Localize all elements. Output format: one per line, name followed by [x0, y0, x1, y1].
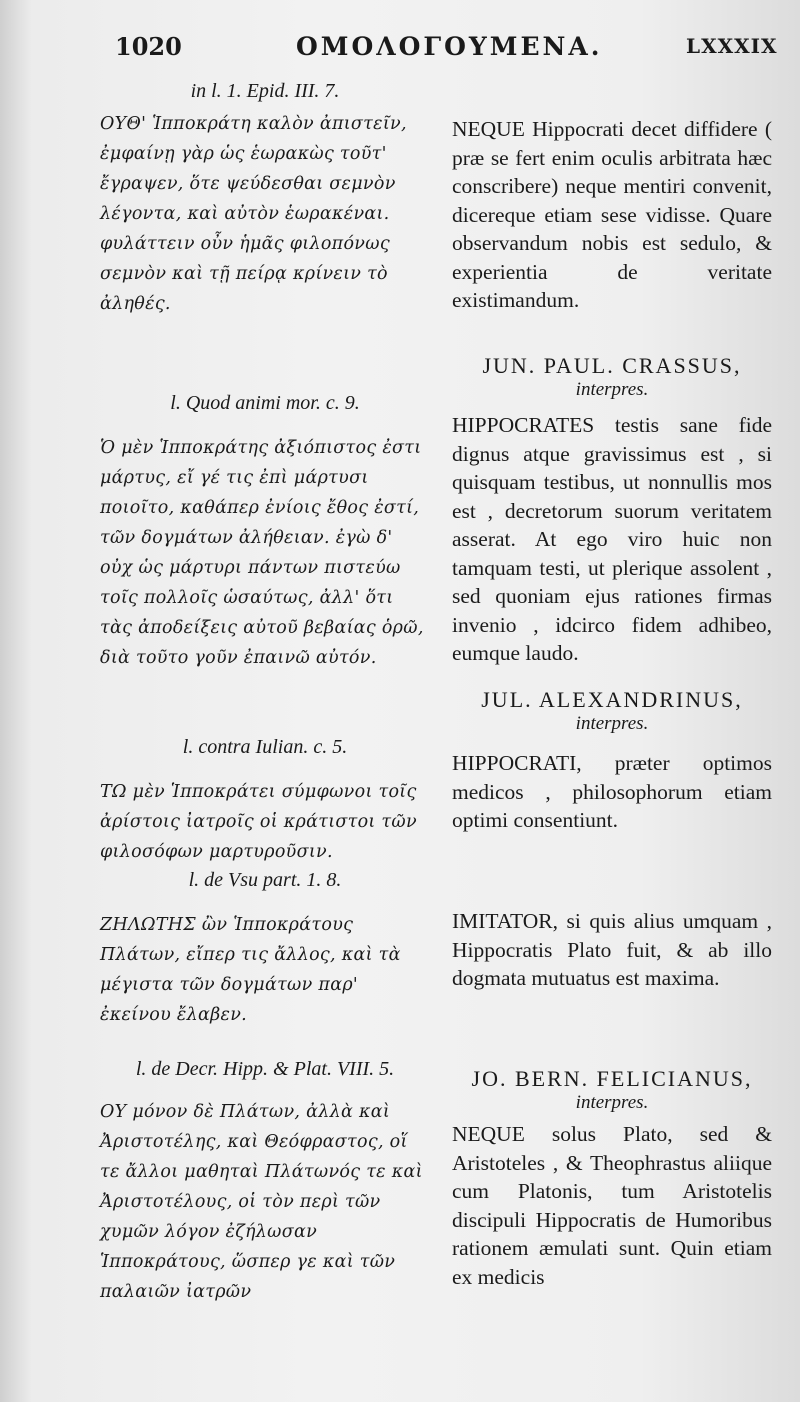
- latin-passage: NEQUE Hippocrati decet diffidere ( præ se fert enim oculis arbitrata hæc conscribere) neque mentiri convenit, dicereque etiam sese vidisse. Quare observandum nobis est sedulo, & experientia de veritate existimandum.: [452, 117, 772, 312]
- latin-passage: HIPPOCRATI, præter optimos medicos , philosophorum etiam optimi consentiunt.: [452, 751, 772, 832]
- greek-passage: Ὁ μὲν Ἱπποκράτης ἀξιόπιστος ἐστι μάρτυς, εἴ γέ τις ἐπὶ μάρτυσι ποιοῖτο, καθάπερ ἐνίοις ἔθος ἐστί, τῶν δογμάτων ἀλήθειαν. ἐγὼ δ' οὐχ ὡς μάρτυρι πάντων πιστεύω τοῖς πολλοῖς ὡσαύτως, ἀλλ' ὅτι τὰς ἀποδείξεις αὐτοῦ βεβαίας ὁρῶ, διὰ τοῦτο γοῦν ἐπαινῶ αὐτόν.: [100, 438, 424, 668]
- greek-passage: ΤΩ μὲν Ἱπποκράτει σύμφωνοι τοῖς ἀρίστοις ἰατροῖς οἱ κράτιστοι τῶν φιλοσόφων μαρτυροῦσιν.: [100, 782, 417, 862]
- latin-column: [452, 115, 772, 1291]
- translator-name: JO. BERN. FELICIANUS,: [471, 1066, 753, 1091]
- interpres-label: interpres.: [575, 713, 649, 734]
- greek-passage: ΖΗΛΩΤΗΣ ὢν Ἱπποκράτους Πλάτων, εἴπερ τις ἄλλος, καὶ τὰ μέγιστα τῶν δογμάτων παρ' ἐκείνου ἔλαβεν.: [100, 915, 401, 1025]
- latin-passage: HIPPOCRATES testis sane fide dignus atque gravissimus est , si quisquam testibus, ut nonnullis mos est , decretorum suorum veritatem asserat. At ego viro huic non tamquam testi, ut plerique assolent , sed quoniam ejus rationes firmas invenio , idcirco fidem adhibeo, eumque laudo.: [452, 413, 772, 665]
- citation-ref: l. Quod animi mor. c. 9.: [170, 392, 360, 414]
- interpres-label: interpres.: [575, 379, 649, 400]
- citation-ref: l. de Decr. Hipp. & Plat. VIII. 5.: [135, 1058, 395, 1080]
- greek-column: [100, 80, 430, 1307]
- citation-ref: in l. 1. Epid. III. 7.: [190, 80, 340, 102]
- translator-name: JUL. ALEXANDRINUS,: [481, 687, 743, 712]
- page-header: [0, 32, 800, 72]
- show-through-text: [470, 78, 770, 106]
- greek-passage: ΟΥ μόνον δὲ Πλάτων, ἀλλὰ καὶ Ἀριστοτέλης, καὶ Θεόφραστος, οἵ τε ἄλλοι μαθηταὶ Πλάτωνός τε καὶ Ἀριστοτέλους, οἱ τὸν περὶ τῶν χυμῶν λόγον ἐζήλωσαν Ἱπποκράτους, ὥσπερ γε καὶ τῶν παλαιῶν ἰατρῶν: [100, 1102, 423, 1302]
- running-title: ΟΜΟΛΟΓΟΥΜΕΝΑ.: [296, 32, 603, 61]
- translator-name: JUN. PAUL. CRASSUS,: [482, 353, 742, 378]
- latin-passage: IMITATOR, si quis alius umquam , Hippocratis Plato fuit, & ab illo dogmata mutuatus est maxima.: [452, 909, 772, 990]
- citation-ref: l. contra Iulian. c. 5.: [182, 736, 348, 758]
- interpres-label: interpres.: [575, 1092, 649, 1113]
- greek-passage: ΟΥΘ' Ἱπποκράτη καλὸν ἀπιστεῖν, ἐμφαίνῃ γὰρ ὡς ἑωρακὼς τοῦτ' ἔγραψεν, ὅτε ψεύδεσθαι σεμνὸν λέγοντα, καὶ αὐτὸν ἑωρακέναι. φυλάττειν οὖν ἡμᾶς φιλοπόνως σεμνὸν καὶ τῇ πείρᾳ κρίνειν τὸ ἀληθές.: [100, 114, 407, 314]
- citation-ref: l. de Vsu part. 1. 8.: [188, 869, 342, 891]
- latin-passage: NEQUE solus Plato, sed & Aristoteles , & Theophrastus aliique cum Platonis, tum Aristotelis discipuli Hippocratis de Humoribus rationem æmulati sunt. Quin etiam ex medicis: [452, 1122, 772, 1289]
- page-number: 1020: [115, 32, 182, 61]
- folio-number: LXXXIX: [686, 34, 778, 58]
